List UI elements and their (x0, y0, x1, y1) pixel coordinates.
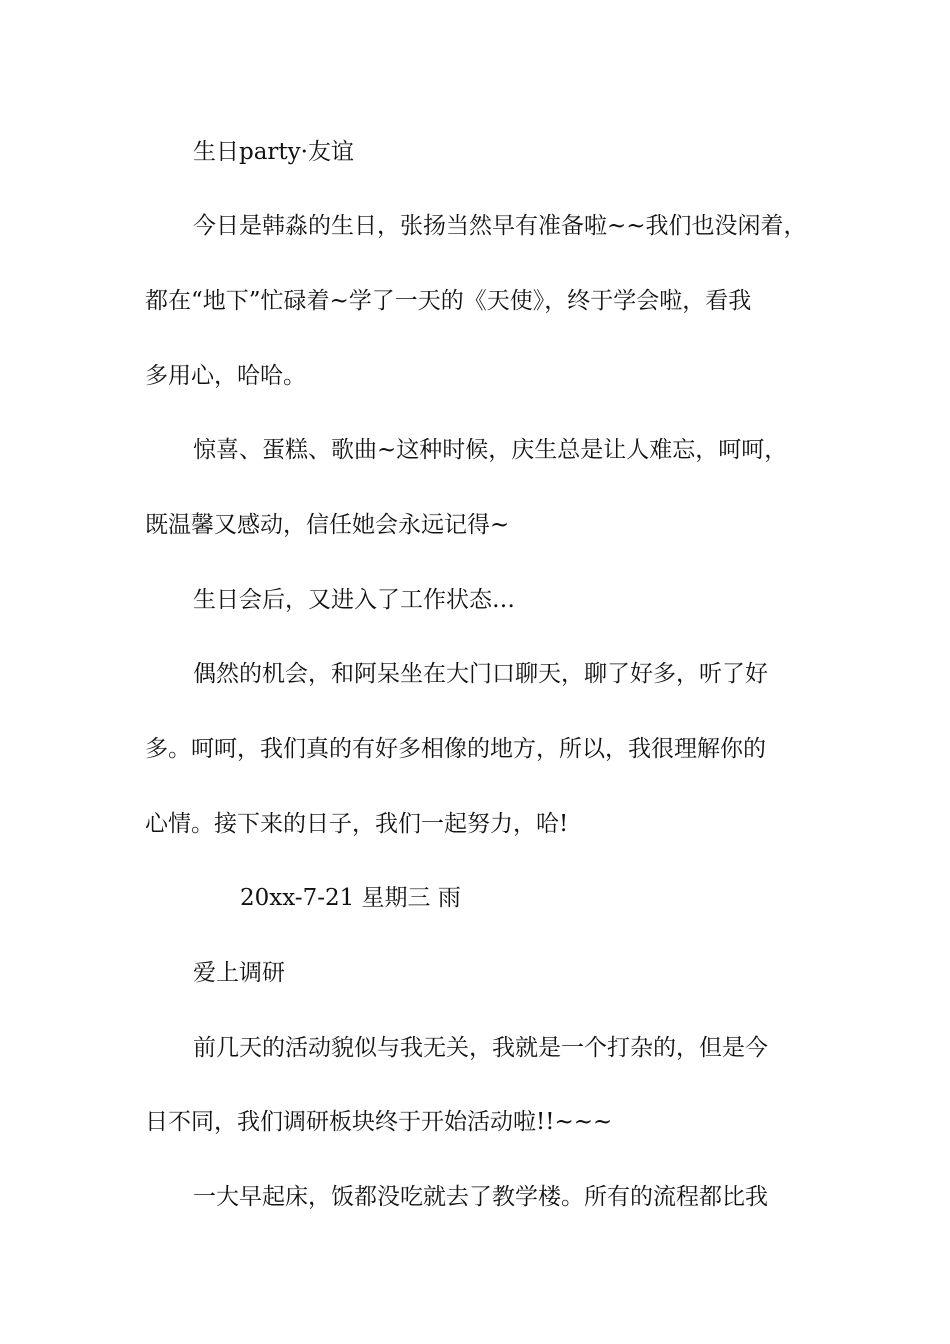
paragraph-line: 一大早起床，饭都没吃就去了教学楼。所有的流程都比我 (193, 1184, 768, 1210)
paragraph-line: 多。呵呵，我们真的有好多相像的地方，所以，我很理解你的 (145, 736, 766, 762)
paragraph-line: 日不同，我们调研板块终于开始活动啦!!~~~ (145, 1109, 613, 1135)
section-heading-research: 爱上调研 (193, 960, 285, 986)
date-line: 20xx-7-21 星期三 雨 (240, 885, 461, 911)
paragraph-line: 既温馨又感动，信任她会永远记得~ (145, 512, 510, 538)
paragraph-line: 生日会后，又进入了工作状态… (193, 587, 515, 613)
paragraph-line: 多用心，哈哈。 (145, 363, 306, 389)
section-heading-birthday: 生日party·友谊 (193, 139, 354, 165)
paragraph-line: 心情。接下来的日子，我们一起努力，哈! (145, 811, 569, 837)
paragraph-line: 偶然的机会，和阿呆坐在大门口聊天，聊了好多，听了好 (193, 661, 768, 687)
paragraph-line: 前几天的活动貌似与我无关，我就是一个打杂的，但是今 (193, 1035, 768, 1061)
paragraph-line: 惊喜、蛋糕、歌曲~这种时候，庆生总是让人难忘，呵呵， (193, 437, 788, 463)
paragraph-line: 今日是韩淼的生日，张扬当然早有准备啦~~我们也没闲着， (193, 213, 807, 239)
paragraph-line: 都在“地下”忙碌着~学了一天的《天使》，终于学会啦，看我 (145, 288, 752, 314)
